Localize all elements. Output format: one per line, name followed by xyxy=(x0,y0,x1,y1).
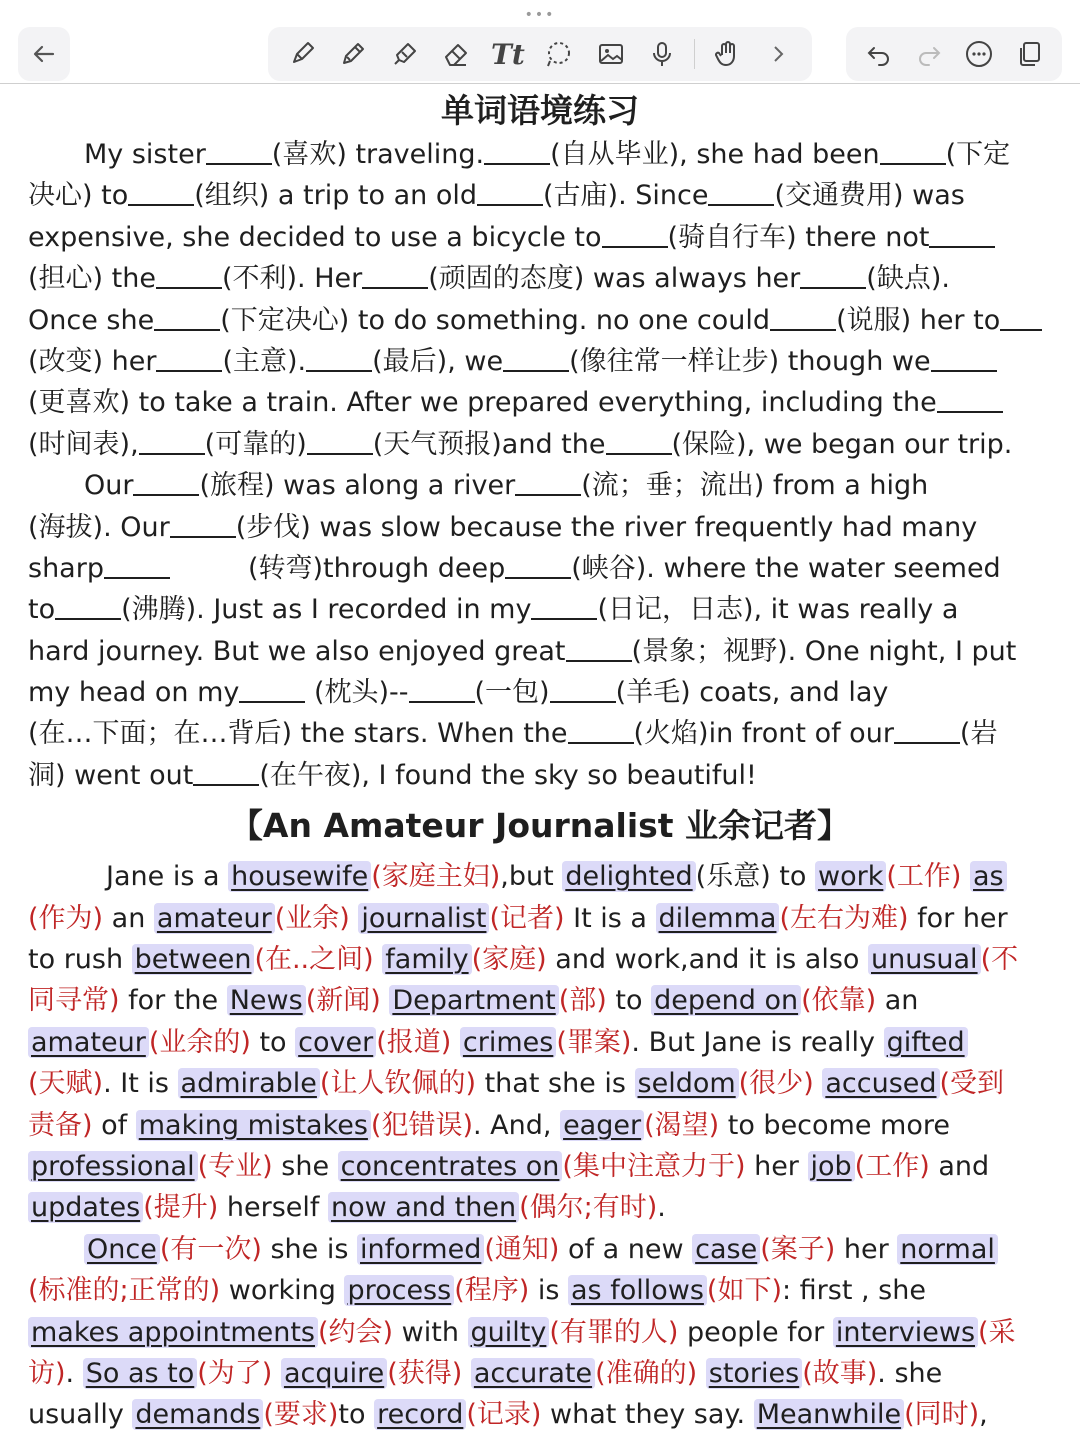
toolbar-divider xyxy=(694,39,695,69)
back-button[interactable] xyxy=(18,27,70,81)
vocab-highlight[interactable]: Department xyxy=(389,985,558,1016)
vocab-highlight[interactable]: housewife xyxy=(228,861,371,892)
vocab-highlight[interactable]: dilemma xyxy=(656,903,780,934)
exercise-line: Once she (下定决心) to do something. no one could (说服) her to xyxy=(28,300,1080,341)
eraser-tool[interactable] xyxy=(436,34,476,74)
vocab-highlight[interactable]: So as to xyxy=(83,1358,198,1389)
vocab-highlight[interactable]: job xyxy=(808,1151,855,1182)
vocab-highlight[interactable]: professional xyxy=(28,1151,198,1182)
fill-blank[interactable] xyxy=(477,176,543,206)
exercise-line: (在…下面；在…背后) the stars. When the (火焰)in front of our (岩 xyxy=(28,713,1080,754)
document-actions xyxy=(846,27,1062,81)
vocab-highlight[interactable]: accused xyxy=(822,1068,939,1099)
fill-blank[interactable] xyxy=(307,425,373,455)
exercise-line: (更喜欢) to take a train. After we prepared everything, including the xyxy=(28,382,1080,423)
pencil-tool[interactable] xyxy=(333,34,373,74)
vocab-highlight[interactable]: family xyxy=(382,944,471,975)
vocab-highlight[interactable]: record xyxy=(374,1399,466,1430)
eraser-icon xyxy=(441,39,471,69)
fill-blank[interactable] xyxy=(193,756,259,786)
annotated-line: (作为) an amateur (业余) journalist (记者) It is a dilemma (左右为难) for her xyxy=(28,902,1008,934)
vocab-highlight[interactable]: delighted xyxy=(562,861,695,892)
annotated-line: Once (有一次) she is informed (通知) of a new case (案子) her normal xyxy=(28,1229,1080,1270)
highlighter-icon xyxy=(390,39,420,69)
exercise-line: Our (旅程) was along a river (流；垂；流出) from a high xyxy=(28,465,1080,506)
fill-blank[interactable] xyxy=(156,259,222,289)
exercise-line: my head on my (枕头)-- (一包) (羊毛) coats, and lay xyxy=(28,672,1080,713)
vocab-highlight[interactable]: work xyxy=(815,861,886,892)
fill-blank[interactable] xyxy=(770,301,836,331)
redo-button[interactable] xyxy=(909,34,949,74)
exercise-line: (担心) the (不利). Her (顽固的态度) was always her (缺点). xyxy=(28,258,1080,299)
vocab-highlight[interactable]: as xyxy=(970,861,1007,892)
vocab-highlight[interactable]: amateur xyxy=(28,1027,149,1058)
vocab-highlight[interactable]: cover xyxy=(295,1027,376,1058)
microphone-tool[interactable] xyxy=(642,34,682,74)
page-title: 单词语境练习 xyxy=(441,91,639,130)
fill-blank[interactable] xyxy=(566,632,632,662)
exercise-line: sharp (转弯)through deep (峡谷). where the water seemed xyxy=(28,548,1080,589)
ellipsis-circle-icon xyxy=(964,39,994,69)
vocab-highlight[interactable]: admirable xyxy=(178,1068,320,1099)
redo-icon xyxy=(914,39,944,69)
undo-icon xyxy=(864,39,894,69)
exercise-line: (海拔). Our (步伐) was slow because the river frequently had many xyxy=(28,507,1080,548)
vocab-highlight[interactable]: now and then xyxy=(328,1192,519,1223)
vocab-highlight[interactable]: accurate xyxy=(471,1358,595,1389)
fill-blank[interactable] xyxy=(362,259,428,289)
fill-blank[interactable] xyxy=(515,466,581,496)
fill-blank[interactable] xyxy=(931,342,997,372)
lasso-tool[interactable] xyxy=(539,34,579,74)
vocab-highlight[interactable]: makes appointments xyxy=(28,1317,318,1348)
annotated-line: 同寻常) for the News (新闻) Department (部) to depend on (依靠) an xyxy=(28,985,919,1017)
more-tools-button[interactable] xyxy=(758,34,798,74)
pen-icon xyxy=(287,39,317,69)
fill-blank[interactable] xyxy=(484,135,550,165)
fill-blank[interactable] xyxy=(550,673,616,703)
fill-blank[interactable] xyxy=(133,466,199,496)
vocab-highlight[interactable]: crimes xyxy=(460,1027,556,1058)
fill-blank[interactable] xyxy=(409,673,475,703)
vocab-highlight[interactable]: case xyxy=(692,1234,760,1265)
exercise-line: (时间表), (可靠的) (天气预报)and the (保险), we began our trip. xyxy=(28,424,1080,465)
exercise-line: to (沸腾). Just as I recorded in my (日记，日志), it was really a xyxy=(28,589,1080,630)
annotated-line: 责备) of making mistakes (犯错误). And, eager (渴望) to become more xyxy=(28,1109,950,1141)
note-page[interactable] xyxy=(28,88,1080,1436)
pencil-icon xyxy=(338,39,368,69)
exercise-line: hard journey. But we also enjoyed great (景象；视野). One night, I put xyxy=(28,631,1080,672)
annotated-line: amateur (业余的) to cover (报道) crimes (罪案). But Jane is really gifted xyxy=(28,1022,1080,1063)
vocab-highlight[interactable]: depend on xyxy=(651,985,801,1016)
annotated-line: usually demands (要求)to record (记录) what they say. Meanwhile (同时), xyxy=(28,1399,988,1431)
drag-handle[interactable]: ••• xyxy=(524,7,556,23)
fill-blank[interactable] xyxy=(894,714,960,744)
tool-palette xyxy=(268,27,812,81)
vocab-highlight[interactable]: News xyxy=(227,985,306,1016)
annotated-line: (标准的;正常的) working process (程序) is as follows (如下): first , she xyxy=(28,1275,926,1307)
exercise-line: expensive, she decided to use a bicycle to (骑自行车) there not xyxy=(28,217,1080,258)
vocab-highlight[interactable]: seldom xyxy=(635,1068,739,1099)
fill-blank[interactable] xyxy=(800,259,866,289)
fill-blank[interactable] xyxy=(531,590,597,620)
fill-blank[interactable] xyxy=(708,176,774,206)
fill-blank[interactable] xyxy=(139,425,205,455)
vocab-highlight[interactable]: updates xyxy=(28,1192,143,1223)
image-icon xyxy=(596,39,626,69)
fill-blank[interactable] xyxy=(170,508,236,538)
vocab-highlight[interactable]: gifted xyxy=(884,1027,968,1058)
vocab-highlight[interactable]: Once xyxy=(84,1234,160,1265)
text-tool[interactable] xyxy=(488,34,528,74)
fill-blank[interactable] xyxy=(568,714,634,744)
highlighter-tool[interactable] xyxy=(385,34,425,74)
vocab-highlight[interactable]: normal xyxy=(897,1234,998,1265)
arrow-left-icon xyxy=(30,40,58,68)
fill-blank[interactable] xyxy=(104,549,170,579)
annotated-line: updates (提升) herself now and then (偶尔;有时). xyxy=(28,1187,1080,1228)
undo-button[interactable] xyxy=(859,34,899,74)
hand-tool[interactable] xyxy=(707,34,747,74)
annotated-line: (天赋). It is admirable (让人钦佩的) that she is seldom (很少) accused (受到 xyxy=(28,1068,1005,1100)
lasso-icon xyxy=(544,39,574,69)
vocab-highlight[interactable]: journalist xyxy=(358,903,489,934)
vocab-highlight[interactable]: acquire xyxy=(281,1358,387,1389)
fill-blank[interactable] xyxy=(239,673,305,703)
fill-blank[interactable] xyxy=(937,383,1003,413)
annotated-line: 访). So as to (为了) acquire (获得) accurate (准确的) stories (故事). she xyxy=(28,1357,943,1389)
pages-button[interactable] xyxy=(1009,34,1049,74)
fill-blank[interactable] xyxy=(154,301,220,331)
vocab-highlight[interactable]: process xyxy=(344,1275,454,1306)
fill-blank[interactable] xyxy=(156,342,222,372)
vocab-highlight[interactable]: amateur xyxy=(154,903,275,934)
annotated-line: to rush between (在..之间) family (家庭) and work,and it is also unusual (不 xyxy=(28,944,1019,976)
section-title: 【An Amateur Journalist 业余记者】 xyxy=(229,806,851,846)
vocab-highlight[interactable]: guilty xyxy=(468,1317,550,1348)
fill-blank[interactable] xyxy=(929,218,995,248)
vocab-highlight[interactable]: between xyxy=(132,944,255,975)
fill-blank[interactable] xyxy=(505,549,571,579)
vocab-highlight[interactable]: concentrates on xyxy=(338,1151,563,1182)
text-tool-label: Tt xyxy=(491,37,525,71)
vocab-highlight[interactable]: Meanwhile xyxy=(754,1399,904,1430)
toolbar-separator xyxy=(0,83,1080,84)
hand-icon xyxy=(712,39,742,69)
fill-blank[interactable] xyxy=(55,590,121,620)
chevron-right-icon xyxy=(763,39,793,69)
fill-blank[interactable] xyxy=(128,176,194,206)
fill-blank[interactable] xyxy=(606,425,672,455)
vocab-highlight[interactable]: making mistakes xyxy=(136,1110,371,1141)
annotated-line: professional (专业) she concentrates on (集中注意力于) her job (工作) and xyxy=(28,1146,1080,1187)
fill-blank[interactable] xyxy=(503,342,569,372)
fill-blank[interactable] xyxy=(306,342,372,372)
exercise-line: 洞) went out (在午夜), I found the sky so beautiful! xyxy=(28,755,1080,796)
vocab-highlight[interactable]: unusual xyxy=(868,944,981,975)
image-tool[interactable] xyxy=(591,34,631,74)
vocab-highlight[interactable]: informed xyxy=(357,1234,484,1265)
vocab-highlight[interactable]: interviews xyxy=(833,1317,978,1348)
copy-pages-icon xyxy=(1014,39,1044,69)
annotated-line: makes appointments (约会) with guilty (有罪的人) people for interviews (采 xyxy=(28,1312,1080,1353)
exercise-line: (改变) her (主意). (最后), we (像往常一样让步) though we xyxy=(28,341,1080,382)
microphone-icon xyxy=(647,39,677,69)
vocab-highlight[interactable]: stories xyxy=(706,1358,802,1389)
vocab-highlight[interactable]: as follows xyxy=(568,1275,707,1306)
more-options-button[interactable] xyxy=(959,34,999,74)
pen-tool[interactable] xyxy=(282,34,322,74)
fill-blank[interactable] xyxy=(602,218,668,248)
fill-blank[interactable] xyxy=(206,135,272,165)
annotated-line: Jane is a housewife (家庭主妇),but delighted (乐意) to work (工作) as xyxy=(28,856,1080,897)
fill-blank[interactable] xyxy=(880,135,946,165)
fill-blank[interactable] xyxy=(1000,301,1042,331)
exercise-line: 决心) to (组织) a trip to an old (古庙). Since (交通费用) was xyxy=(28,175,1080,216)
exercise-line: My sister (喜欢) traveling. (自从毕业), she had been (下定 xyxy=(28,134,1080,175)
vocab-highlight[interactable]: eager xyxy=(560,1110,644,1141)
vocab-highlight[interactable]: demands xyxy=(132,1399,263,1430)
